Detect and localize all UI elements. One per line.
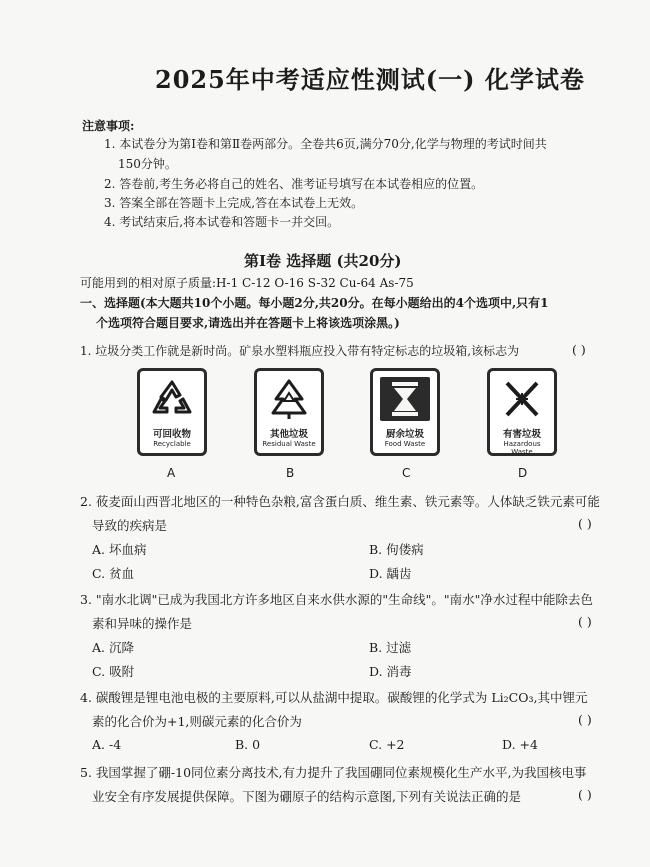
option-c-label-cn: 厨余垃圾 <box>385 429 424 440</box>
answer-bracket: ( ) <box>578 712 592 727</box>
option-a-sign[interactable] <box>137 368 207 456</box>
question-stem: 3. "南水北调"已成为我国北方许多地区自来水供水源的"生命线"。"南水"净水过程中能除去色 <box>80 592 593 607</box>
notice-item: 3. 答案全部在答题卡上完成,答在本试卷上无效。 <box>104 196 364 210</box>
option-letter: A <box>167 466 176 480</box>
option-c[interactable]: C. 贫血 <box>92 566 135 581</box>
option-letter: D <box>518 466 528 480</box>
notice-item: 1. 本试卷分为第Ⅰ卷和第Ⅱ卷两部分。全卷共6页,满分70分,化学与物理的考试时间共 <box>104 137 547 151</box>
answer-bracket: ( ) <box>578 614 592 629</box>
question-stem: 5. 我国掌握了硼-10同位素分离技术,有力提升了我国硼同位素规模化生产水平,为我国核电事 <box>80 765 587 780</box>
option-d-label-en: Hazardous Waste <box>503 440 541 456</box>
atomic-masses: 可能用到的相对原子质量:H-1 C-12 O-16 S-32 Cu-64 As-75 <box>80 276 414 290</box>
option-b[interactable]: B. 过滤 <box>369 640 412 655</box>
option-a-label-en: Recyclable <box>153 440 191 448</box>
option-letter: B <box>286 466 295 480</box>
option-b[interactable]: B. 佝偻病 <box>369 542 424 557</box>
option-letter: C <box>402 466 411 480</box>
page-title: 2025年中考适应性测试(一) 化学试卷 <box>155 65 585 94</box>
option-d[interactable]: D. 龋齿 <box>369 566 412 581</box>
question-stem: 1. 垃圾分类工作就是新时尚。矿泉水塑料瓶应投入带有特定标志的垃圾箱,该标志为 <box>80 344 520 358</box>
question-stem: 业安全有序发展提供保障。下图为硼原子的结构示意图,下列有关说法正确的是 <box>92 789 521 804</box>
notice-item: 4. 考试结束后,将本试卷和答题卡一并交回。 <box>104 215 340 229</box>
notice-item: 150分钟。 <box>118 157 177 171</box>
option-b-sign[interactable] <box>254 368 324 456</box>
option-b[interactable]: B. 0 <box>235 737 261 752</box>
question-stem: 导致的疾病是 <box>92 518 168 533</box>
question-stem: 素的化合价为+1,则碳元素的化合价为 <box>92 714 302 729</box>
option-c[interactable]: C. +2 <box>369 737 405 752</box>
answer-bracket: ( ) <box>572 342 586 357</box>
option-a-label-cn: 可回收物 <box>152 429 191 440</box>
option-c-label-en: Food Waste <box>384 440 426 448</box>
question-stem: 2. 莜麦面山西晋北地区的一种特色杂粮,富含蛋白质、维生素、铁元素等。人体缺乏铁元素可能 <box>80 494 600 509</box>
option-b-label-cn: 其他垃圾 <box>269 429 308 440</box>
option-d-sign[interactable] <box>487 368 557 456</box>
answer-bracket: ( ) <box>578 516 592 531</box>
option-c[interactable]: C. 吸附 <box>92 664 135 679</box>
option-d[interactable]: D. 消毒 <box>369 664 412 679</box>
option-a[interactable]: A. 沉降 <box>92 640 134 655</box>
notice-item: 2. 答卷前,考生务必将自己的姓名、准考证号填写在本试卷相应的位置。 <box>104 177 484 191</box>
option-b-label-en: Residual Waste <box>262 440 316 448</box>
food-waste-icon <box>380 377 430 421</box>
option-d[interactable]: D. +4 <box>502 737 538 752</box>
section-instruction: 一、选择题(本大题共10个小题。每小题2分,共20分。在每小题给出的4个选项中,只有1 <box>80 296 549 310</box>
section-title: 第Ⅰ卷 选择题 (共20分) <box>244 252 402 270</box>
option-a[interactable]: A. 坏血病 <box>92 542 147 557</box>
question-stem: 4. 碳酸锂是锂电池电极的主要原料,可以从盐湖中提取。碳酸锂的化学式为 Li₂CO₃,其中锂元 <box>80 690 588 705</box>
section-instruction: 个选项符合题目要求,请选出并在答题卡上将该选项涂黑。) <box>96 316 400 330</box>
hazardous-waste-icon <box>497 377 547 421</box>
notice-heading: 注意事项: <box>82 119 135 133</box>
option-d-label-cn: 有害垃圾 <box>502 429 541 440</box>
answer-bracket: ( ) <box>578 787 592 802</box>
recycle-icon <box>147 377 197 421</box>
option-c-sign[interactable] <box>370 368 440 456</box>
residual-waste-icon <box>264 377 314 421</box>
question-stem: 素和异味的操作是 <box>92 616 193 631</box>
option-a[interactable]: A. -4 <box>92 737 122 752</box>
